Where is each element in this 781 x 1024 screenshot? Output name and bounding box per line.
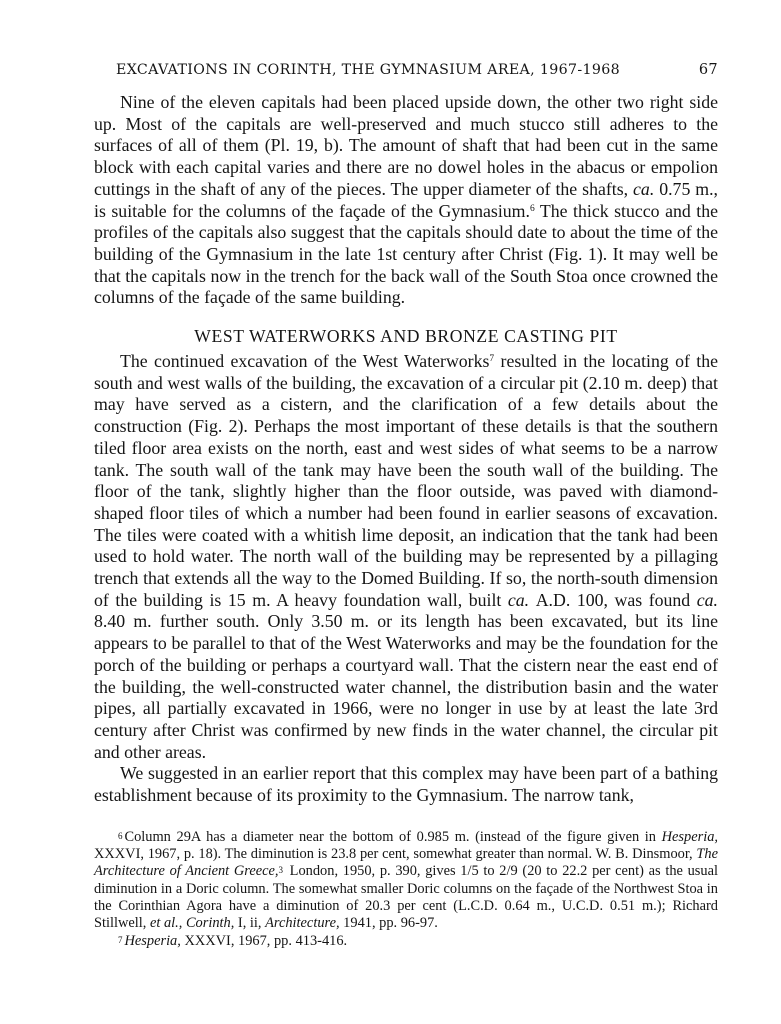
text-run: 1941, pp. 96-97. <box>339 915 438 932</box>
footnotes <box>94 829 718 950</box>
text-run-italic: ca. <box>633 178 655 199</box>
text-run: XXXVI, 1967, pp. 413-416. <box>180 932 348 949</box>
footnote-6 <box>94 829 718 933</box>
text-run: 0.75 m., is suitable for the columns of the façade of the Gymnasium. <box>94 178 719 221</box>
paragraph-bathing: We suggested in an earlier report that this complex may have been part of a bathing establishment because of its proximity to the Gymnasium. The narrow tank, <box>94 763 718 806</box>
footnote-7 <box>94 933 718 950</box>
text-run: The thick stucco and the profiles of the capitals also suggest that the capitals should date to about the time of the building of the Gymnasium in the late 1st century after Christ (Fig. 1). It may well be that the capitals now in the trench for the back wall of the South Stoa once crowned the columns of the façade of the same building. <box>94 200 718 308</box>
paragraph-capitals <box>94 92 718 309</box>
footnote-number: 6 <box>118 830 123 841</box>
text-run-smallcaps: A.D. <box>535 589 571 610</box>
text-run-italic: ca. <box>696 589 718 610</box>
paragraph-waterworks <box>94 351 718 763</box>
text-run: Column 29A has a diameter near the bottom of 0.985 m. (instead of the figure given in <box>124 828 662 845</box>
edition-superscript: 3 <box>278 865 283 876</box>
running-head-title: EXCAVATIONS IN CORINTH, THE GYMNASIUM AREA, 1967-1968 <box>116 62 621 78</box>
text-run: resulted in the locating of the south and west walls of the building, the excavation of a circular pit (2.10 m. deep) that may have served as a cistern, and the clarification of a few details about the construction (Fig. 2). Perhaps the most important of these details is that the southern tiled floor area exists on the north, east and west sides of what seems to be a narrow tank. The south wall of the tank may have been the south wall of the building. The floor of the tank, slightly higher than the floor outside, was paved with diamond-shaped floor tiles of which a number had been found in earlier seasons of excavation. The tiles were coated with a whitish lime deposit, an indication that the tank had been used to hold water. The north wall of the building may be represented by a pillaging trench that extends all the way to the Domed Building. If so, the north-south dimension of the building is 15 m. A heavy foundation wall, built <box>94 351 718 610</box>
section-heading: WEST WATERWORKS AND BRONZE CASTING PIT <box>194 326 618 347</box>
footnote-ref-7[interactable]: 7 <box>489 354 495 365</box>
page <box>94 62 718 950</box>
text-run: I, ii, <box>234 915 266 932</box>
text-run-italic: ca. <box>507 589 530 610</box>
page-number: 67 <box>698 62 718 78</box>
text-run: 100, was found <box>570 589 697 610</box>
text-run: The continued excavation of the West Waterworks <box>120 351 490 372</box>
text-run-italic: Hesperia, <box>661 828 718 845</box>
text-run: London, 1950, p. 390, gives 1/5 to 2/9 (20 to 22.2 per cent) as the usual diminution in a Doric column. The somewhat smaller Doric columns on the façade of the Northwest Stoa in the Corinthian Agora have a diminution of 20.3 per cent (L.C.D. 0.64 m., U.C.D. 0.51 m.); Richard Stillwell, <box>94 863 718 932</box>
text-run-italic: et al., Corinth, <box>149 915 235 932</box>
text-run: Nine of the eleven capitals had been placed upside down, the other two right side up. Most of the capitals are well-preserved and much stucco still adheres to the surfaces of all of them (Pl. 19, b). The amount of shaft that had been cut in the same block with each capital varies and there are no dowel holes in the abacus or empolion cuttings in the shaft of any of the pieces. The upper diameter of the shafts, <box>94 92 718 199</box>
footnote-ref-6[interactable]: 6 <box>529 203 535 214</box>
text-run-italic: Hesperia, <box>124 932 181 949</box>
text-run-italic: The Architecture of Ancient Greece, <box>94 846 718 880</box>
running-head <box>116 62 718 78</box>
text-run: 8.40 m. further south. Only 3.50 m. or its length has been excavated, but its line appears to be parallel to that of the West Waterworks and may be the foundation for the porch of the building or perhaps a courtyard wall. That the cistern near the east end of the building, the well-constructed water channel, the distribution basin and the water pipes, all partially excavated in 1966, were no longer in use by at least the late 3rd century after Christ was confirmed by new finds in the water channel, the circular pit and other areas. <box>94 611 718 762</box>
footnote-number: 7 <box>118 934 123 945</box>
text-run-italic: Architecture, <box>265 915 340 932</box>
text-run: XXXVI, 1967, p. 18). The diminution is 23.8 per cent, somewhat greater than normal. W. B. Dinsmoor, <box>94 846 697 863</box>
